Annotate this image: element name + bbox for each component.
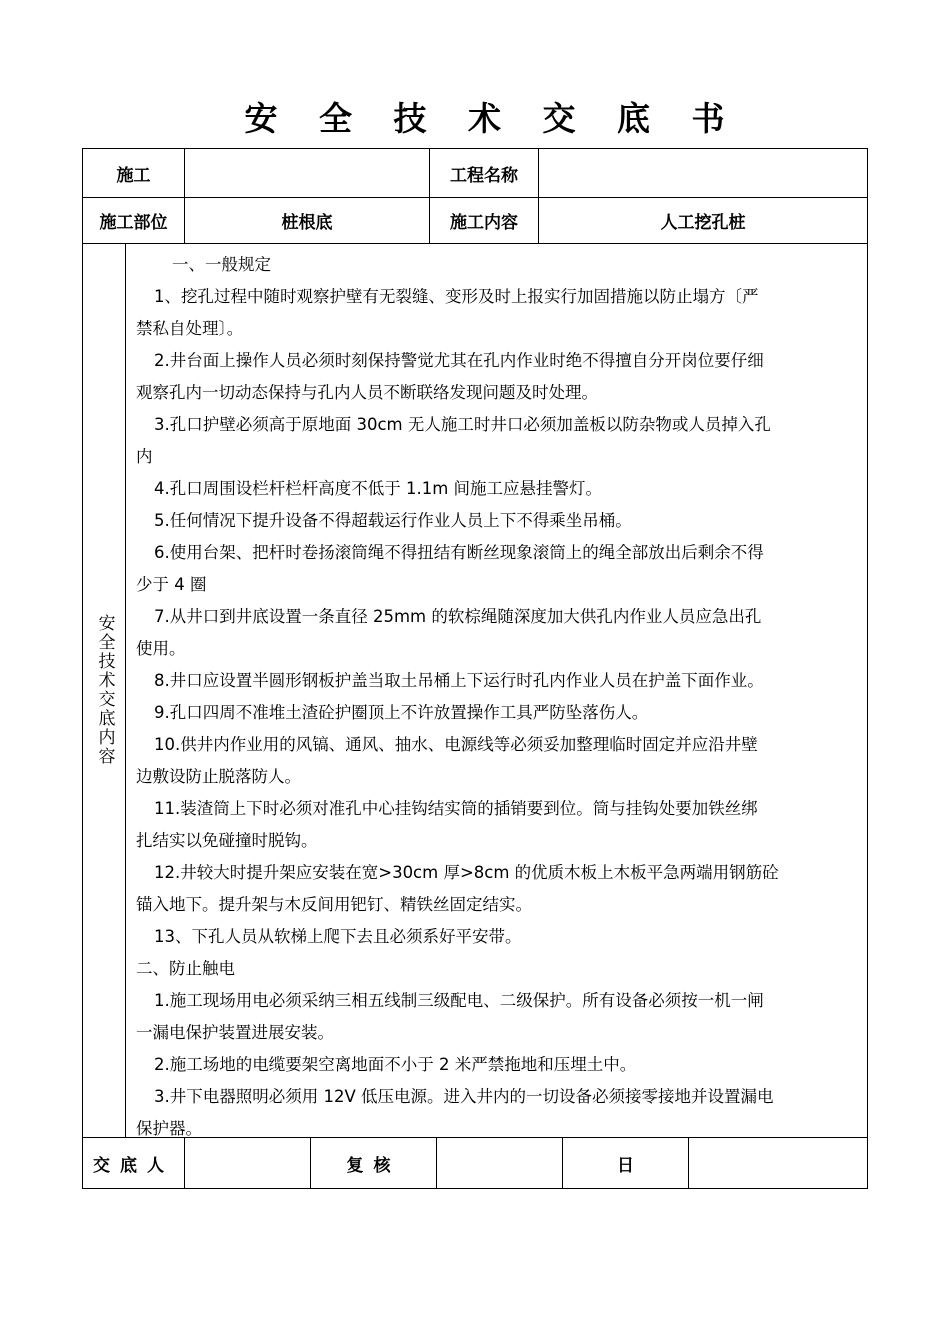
content-line: 13、下孔人员从软梯上爬下去且必须系好平安带。 [154, 927, 522, 946]
content-line: 扎结实以免碰撞时脱钩。 [136, 831, 318, 850]
content-line: 少于 4 圈 [136, 575, 207, 594]
reviewer-label: 复核 [346, 1156, 401, 1176]
construction-label: 施工 [116, 165, 151, 186]
content-line: 5.任何情况下提升设备不得超载运行作业人员上下不得乘坐吊桶。 [154, 511, 632, 530]
side-label-text: 安全技术交底内容 [94, 614, 115, 766]
construction-part-value: 桩根底 [281, 213, 333, 233]
disclosure-content [136, 249, 864, 1145]
content-line: 2.施工场地的电缆要架空离地面不小于 2 米严禁拖地和压埋土中。 [154, 1055, 637, 1074]
content-line: 12.井较大时提升架应安装在宽>30cm 厚>8cm 的优质木板上木板平急两端用钢筋砼 [154, 863, 779, 882]
construction-value[interactable] [185, 149, 429, 197]
content-line: 内 [136, 447, 153, 466]
content-line: 观察孔内一切动态保持与孔内人员不断联络发现问题及时处理。 [136, 383, 598, 402]
construction-part-label: 施工部位 [99, 213, 168, 233]
content-side-label [83, 243, 125, 1137]
content-line: 9.孔口四周不准堆土渣砼护圈顶上不许放置操作工具严防坠落伤人。 [154, 703, 649, 722]
discloser-label: 交底人 [93, 1156, 174, 1176]
content-line: 锚入地下。提升架与木反间用钯钉、精铁丝固定结实。 [136, 895, 532, 914]
construction-content-value: 人工挖孔桩 [660, 213, 746, 233]
content-line: 11.装渣筒上下时必须对准孔中心挂钩结实筒的插销要到位。筒与挂钩处要加铁丝绑 [154, 799, 758, 818]
discloser-value[interactable] [185, 1138, 310, 1189]
section-heading: 二、防止触电 [136, 959, 235, 978]
project-name-value[interactable] [539, 149, 867, 197]
content-line: 3.井下电器照明必须用 12V 低压电源。进入井内的一切设备必须接零接地并设置漏电 [154, 1087, 774, 1106]
row-divider [83, 243, 867, 244]
content-line: 1、挖孔过程中随时观察护壁有无裂缝、变形及时上报实行加固措施以防止塌方〔严 [154, 287, 759, 306]
content-line: 1.施工现场用电必须采纳三相五线制三级配电、二级保护。所有设备必须按一机一闸 [154, 991, 764, 1010]
section-heading: 一、一般规定 [172, 255, 271, 274]
content-line: 保护器。 [136, 1119, 202, 1138]
content-line: 边敷设防止脱落防人。 [136, 767, 301, 786]
content-line: 2.井台面上操作人员必须时刻保持警觉尤其在孔内作业时绝不得擅自分开岗位要仔细 [154, 351, 764, 370]
content-line: 7.从井口到井底设置一条直径 25mm 的软棕绳随深度加大供孔内作业人员应急出孔 [154, 607, 762, 626]
date-value[interactable] [689, 1138, 867, 1189]
content-line: 使用。 [136, 639, 186, 658]
content-line: 3.孔口护壁必须高于原地面 30cm 无人施工时井口必须加盖板以防杂物或人员掉入孔 [154, 415, 771, 434]
content-line: 6.使用台架、把杆时卷扬滚筒绳不得扭结有断丝现象滚筒上的绳全部放出后剩余不得 [154, 543, 764, 562]
document-title: 安 全 技 术 交 底 书 [244, 99, 740, 138]
content-line: 4.孔口周围设栏杆栏杆高度不低于 1.1m 间施工应悬挂警灯。 [154, 479, 603, 498]
reviewer-value[interactable] [437, 1138, 562, 1189]
content-line: 禁私自处理〕。 [136, 319, 244, 338]
construction-content-label: 施工内容 [450, 213, 518, 233]
content-line: 10.供井内作业用的风镐、通风、抽水、电源线等必须妥加整理临时固定并应沿井壁 [154, 735, 758, 754]
project-name-label: 工程名称 [450, 165, 518, 186]
date-label: 日 [617, 1156, 634, 1176]
content-line: 一漏电保护装置进展安装。 [136, 1023, 334, 1042]
col-divider [125, 243, 126, 1137]
disclosure-table [82, 148, 868, 1189]
content-line: 8.井口应设置半圆形钢板护盖当取土吊桶上下运行时孔内作业人员在护盖下面作业。 [154, 671, 764, 690]
